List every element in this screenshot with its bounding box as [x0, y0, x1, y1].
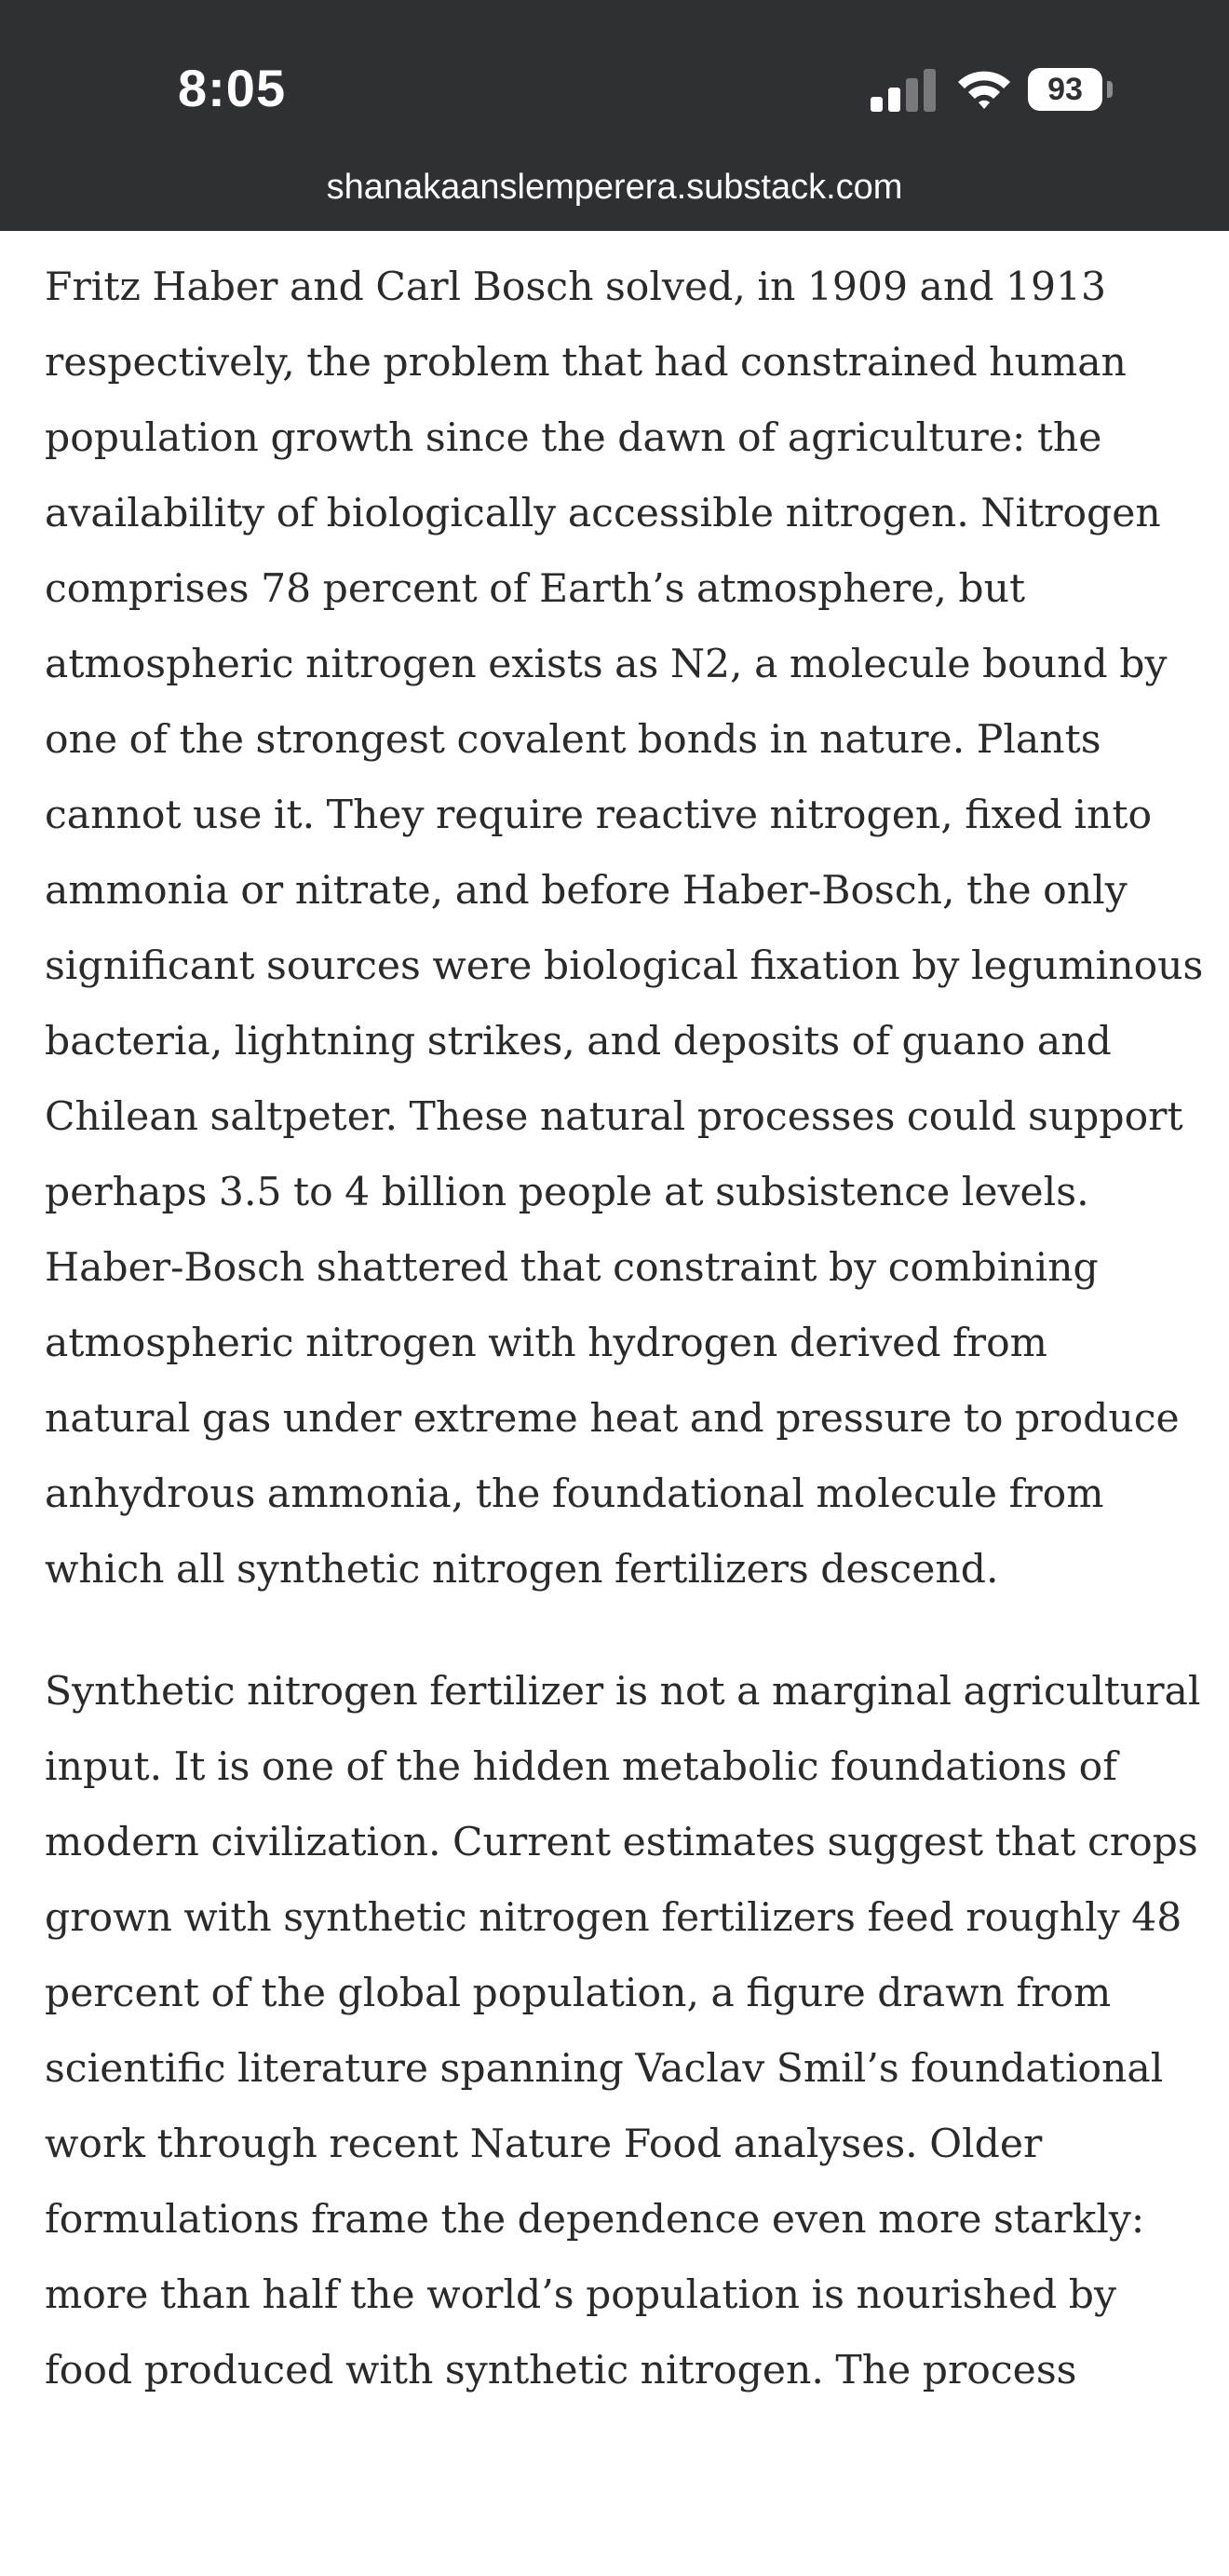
- signal-bar: [924, 69, 936, 112]
- signal-bar: [888, 88, 900, 112]
- signal-bar: [906, 78, 918, 112]
- status-bar: [0, 0, 1229, 231]
- article-paragraph: Synthetic nitrogen fertilizer is not a marginal agricultural input. It is one of the hidden metabolic foundations of modern civilization. Current estimates suggest that crops grown with synthetic nitrogen fertilizers feed roughly 48 percent of the global population, a figure drawn from scientific literature spanning Vaclav Smil’s foundational work through recent Nature Food analyses. Older formulations frame the dependence even more starkly: more than half the world’s population is nourished by food produced with synthetic nitrogen. The process: [45, 1669, 1201, 2393]
- cellular-signal-icon: [871, 69, 936, 112]
- clock-time: 8:05: [178, 59, 287, 117]
- article-paragraph: Fritz Haber and Carl Bosch solved, in 1909 and 1913 respectively, the problem that had constrained human population growth since the dawn of agriculture: the availability of biologically accessible nitrogen. Nitrogen comprises 78 percent of Earth’s atmosphere, but atmospheric nitrogen exists as N2, a molecule bound by one of the strongest covalent bonds in nature. Plants cannot use it. They require reactive nitrogen, fixed into ammonia or nitrate, and before Haber-Bosch, the only significant sources were biological fixation by leguminous bacteria, lightning strikes, and deposits of guano and Chilean saltpeter. These natural processes could support perhaps 3.5 to 4 billion people at subsistence levels. Haber-Bosch shattered that constraint by combining atmospheric nitrogen with hydrogen derived from natural gas under extreme heat and pressure to produce anhydrous ammonia, the foundational molecule from which all synthetic nitrogen fertilizers descend.: [45, 264, 1204, 1593]
- article-body: [45, 250, 1204, 2455]
- battery-level: 93: [1047, 72, 1083, 107]
- battery-cap: [1107, 81, 1113, 98]
- wifi-icon: [955, 65, 1013, 114]
- battery-icon: [1028, 68, 1102, 111]
- address-bar-url[interactable]: shanakaanslemperera.substack.com: [326, 168, 903, 207]
- signal-bar: [871, 97, 883, 112]
